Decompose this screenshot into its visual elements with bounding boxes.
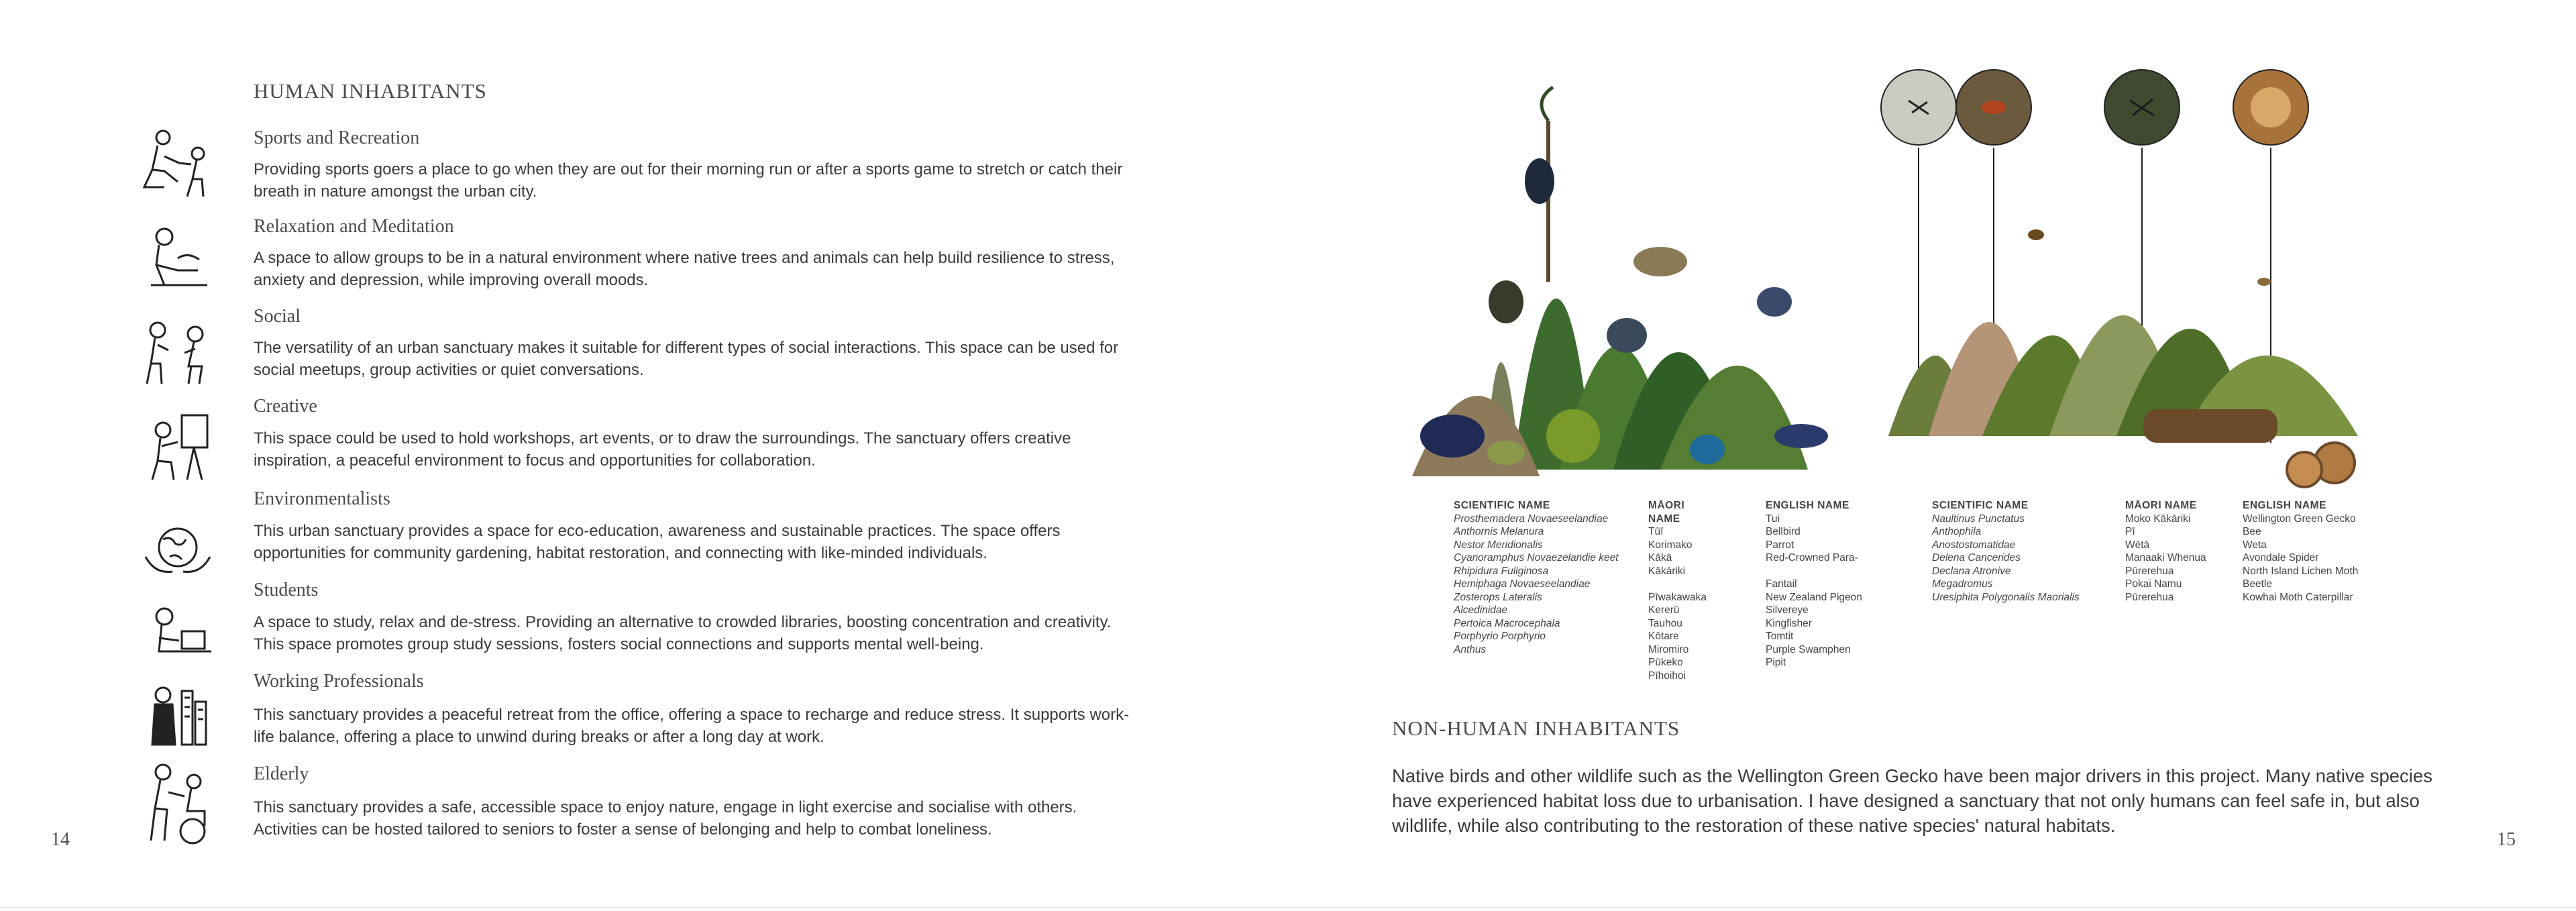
table-row: Anostostomatidae — [1932, 539, 2016, 551]
table-row: North Island Lichen Moth — [2243, 565, 2359, 577]
entry-title: Elderly — [254, 763, 309, 784]
table-row: Kererū — [1648, 604, 1680, 616]
table-row: Purple Swamphen — [1766, 643, 1851, 655]
table-row: Declana Atronive — [1932, 565, 2011, 577]
table-row: Anthornis Melanura — [1454, 526, 1544, 537]
table-row: Wētā — [2125, 539, 2150, 551]
entry-body: This space could be used to hold workshops, art events, or to draw the surroundings. The sanctuary offers creative inspiration, a peaceful environment to focus and opportunities for collaboration. — [254, 429, 1071, 470]
table-row: Bellbird — [1766, 526, 1801, 537]
elderly-wheelchair-icon — [138, 761, 218, 849]
table-row: Tui — [1766, 513, 1780, 525]
table-row: New Zealand Pigeon — [1766, 591, 1862, 603]
table-row: Zosterops Lateralis — [1454, 591, 1542, 603]
entry-title: Creative — [254, 396, 317, 417]
table-row: Pī — [2125, 526, 2135, 537]
column-header: MĀORI NAME — [1648, 500, 1685, 525]
grasses-cluster — [1888, 229, 2358, 487]
entry-body: Providing sports goers a place to go when they are out for their morning run or after a sports game to stretch or catch their breath in nature amongst the urban city. — [254, 160, 1123, 201]
page-number-right: 15 — [2497, 829, 2516, 850]
page-bottom-divider — [0, 907, 2576, 908]
table-row: Tauhou — [1648, 617, 1682, 629]
table-row: Manaaki Whenua — [2125, 552, 2206, 564]
table-row: Fantail — [1766, 578, 1797, 590]
table-row: Delena Cancerides — [1932, 552, 2021, 564]
table-row: Naultinus Punctatus — [1932, 513, 2025, 525]
table-row: Avondale Spider — [2243, 552, 2319, 564]
table-row: Pīwakawaka — [1648, 591, 1707, 603]
non-human-inhabitants-title: NON-HUMAN INHABITANTS — [1392, 716, 1680, 740]
native-birds-and-grasses-illustration — [1392, 60, 2371, 496]
table-row: Tūī — [1648, 526, 1664, 537]
table-row: Megadromus — [1932, 578, 1993, 590]
table-row — [1648, 578, 1707, 591]
entry-body: A space to study, relax and de-stress. Providing an alternative to crowded libraries, boosting concentration and creativity. This space promotes group study sessions, fosters social connections and supports mental well-being. — [254, 613, 1112, 653]
table-row: Hemiphaga Novaeseelandiae — [1454, 578, 1591, 590]
birds-maori-column — [1648, 499, 1707, 682]
birds-english-column — [1766, 499, 1862, 669]
table-row: Pūrerehua — [2125, 565, 2174, 577]
table-row: Rhipidura Fuliginosa — [1454, 565, 1549, 577]
column-header: ENGLISH NAME — [2243, 500, 2326, 511]
relaxing-person-icon — [138, 218, 218, 299]
human-inhabitants-title: HUMAN INHABITANTS — [254, 79, 487, 103]
table-row: Kingfisher — [1766, 617, 1812, 629]
table-row: Kākāriki — [1648, 565, 1686, 577]
table-row: Kōtare — [1648, 631, 1679, 642]
table-row: Miromiro — [1648, 643, 1689, 655]
table-row: Prosthemadera Novaeseelandiae — [1454, 513, 1609, 525]
table-row: Moko Kākāriki — [2125, 513, 2191, 525]
table-row: Pūrerehua — [2125, 591, 2174, 603]
wildlife-scientific-column — [1932, 499, 2080, 604]
entry-body: A space to allow groups to be in a natural environment where native trees and animals can help build resilience to stress, anxiety and depression, while improving overall moods. — [254, 249, 1115, 289]
entry-title: Sports and Recreation — [254, 127, 420, 148]
table-row: Tomtit — [1766, 631, 1794, 642]
table-row: Korimako — [1648, 539, 1693, 551]
two-people-talking-icon — [138, 310, 218, 390]
table-row: Anthus — [1454, 643, 1487, 655]
globe-hands-icon — [138, 510, 218, 590]
table-row: Beetle — [2243, 578, 2272, 590]
entry-title: Students — [254, 580, 319, 600]
column-header: MĀORI NAME — [2125, 500, 2197, 511]
entry-body: This urban sanctuary provides a space for eco-education, awareness and sustainable practices. The space offers opportunities for community gardening, habitat restoration, and connecting with like-minded individuals. — [254, 522, 1061, 562]
student-laptop-icon — [138, 594, 218, 674]
table-row: Kākā — [1648, 552, 1672, 564]
stretching-people-icon — [138, 123, 218, 203]
column-header: SCIENTIFIC NAME — [1454, 500, 1550, 511]
table-row: Pokai Namu — [2125, 578, 2182, 590]
table-row: Wellington Green Gecko — [2243, 513, 2356, 525]
table-row: Pipit — [1766, 657, 1786, 668]
table-row: Silvereye — [1766, 604, 1809, 616]
wildlife-maori-column — [2125, 499, 2206, 604]
painter-easel-icon — [138, 406, 218, 486]
entry-body: The versatility of an urban sanctuary makes it suitable for different types of social interactions. This space can be used for social meetups, group activities or quiet conversations. — [254, 339, 1119, 379]
wildlife-english-column — [2243, 499, 2358, 604]
entry-body: This sanctuary provides a peaceful retreat from the office, offering a space to recharge and reduce stress. It supports work-life balance, offering a place to unwind during breaks or after a long day at work. — [254, 706, 1130, 746]
table-row: Weta — [2243, 539, 2267, 551]
page-number-left: 14 — [51, 829, 70, 850]
entry-body: This sanctuary provides a safe, accessible space to enjoy nature, engage in light exercise and socialise with others. Activities can be hosted tailored to seniors to foster a sense of belonging and help to combat loneliness. — [254, 798, 1077, 839]
table-row: Pūkeko — [1648, 657, 1683, 668]
businessman-city-icon — [138, 678, 218, 758]
table-row: Parrot — [1766, 539, 1794, 551]
entry-title: Environmentalists — [254, 488, 390, 509]
table-row: Bee — [2243, 526, 2261, 537]
entry-title: Working Professionals — [254, 671, 424, 692]
table-row: Cyanoramphus Novaezelandie keet — [1454, 552, 1619, 564]
table-row: Alcedinidae — [1454, 604, 1508, 616]
table-row: Pīhoihoi — [1648, 669, 1686, 682]
non-human-inhabitants-body: Native birds and other wildlife such as the Wellington Green Gecko have been major drivers in this project. Many native species have experienced habitat loss due to urbanisation. I have designed a sanctuary that not only humans can feel safe in, but also wildlife, while also contributing to the restoration of these native species' natural habitats. — [1392, 765, 2432, 836]
table-row: Porphyrio Porphyrio — [1454, 631, 1546, 642]
birds-scientific-column — [1454, 499, 1621, 656]
entry-title: Social — [254, 306, 301, 327]
table-row: Nestor Meridionalis — [1454, 539, 1543, 551]
table-row: Kowhai Moth Caterpillar — [2243, 591, 2353, 603]
table-row: Anthophila — [1932, 526, 1982, 537]
table-row — [1766, 565, 1862, 578]
table-row: Red-Crowned Para- — [1766, 552, 1858, 564]
flax-and-birds-cluster — [1412, 87, 1828, 476]
table-row: Uresiphita Polygonalis Maorialis — [1932, 591, 2080, 603]
column-header: ENGLISH NAME — [1766, 500, 1849, 511]
column-header: SCIENTIFIC NAME — [1932, 500, 2029, 511]
table-row: Pertoica Macrocephala — [1454, 617, 1560, 629]
entry-title: Relaxation and Meditation — [254, 216, 454, 237]
